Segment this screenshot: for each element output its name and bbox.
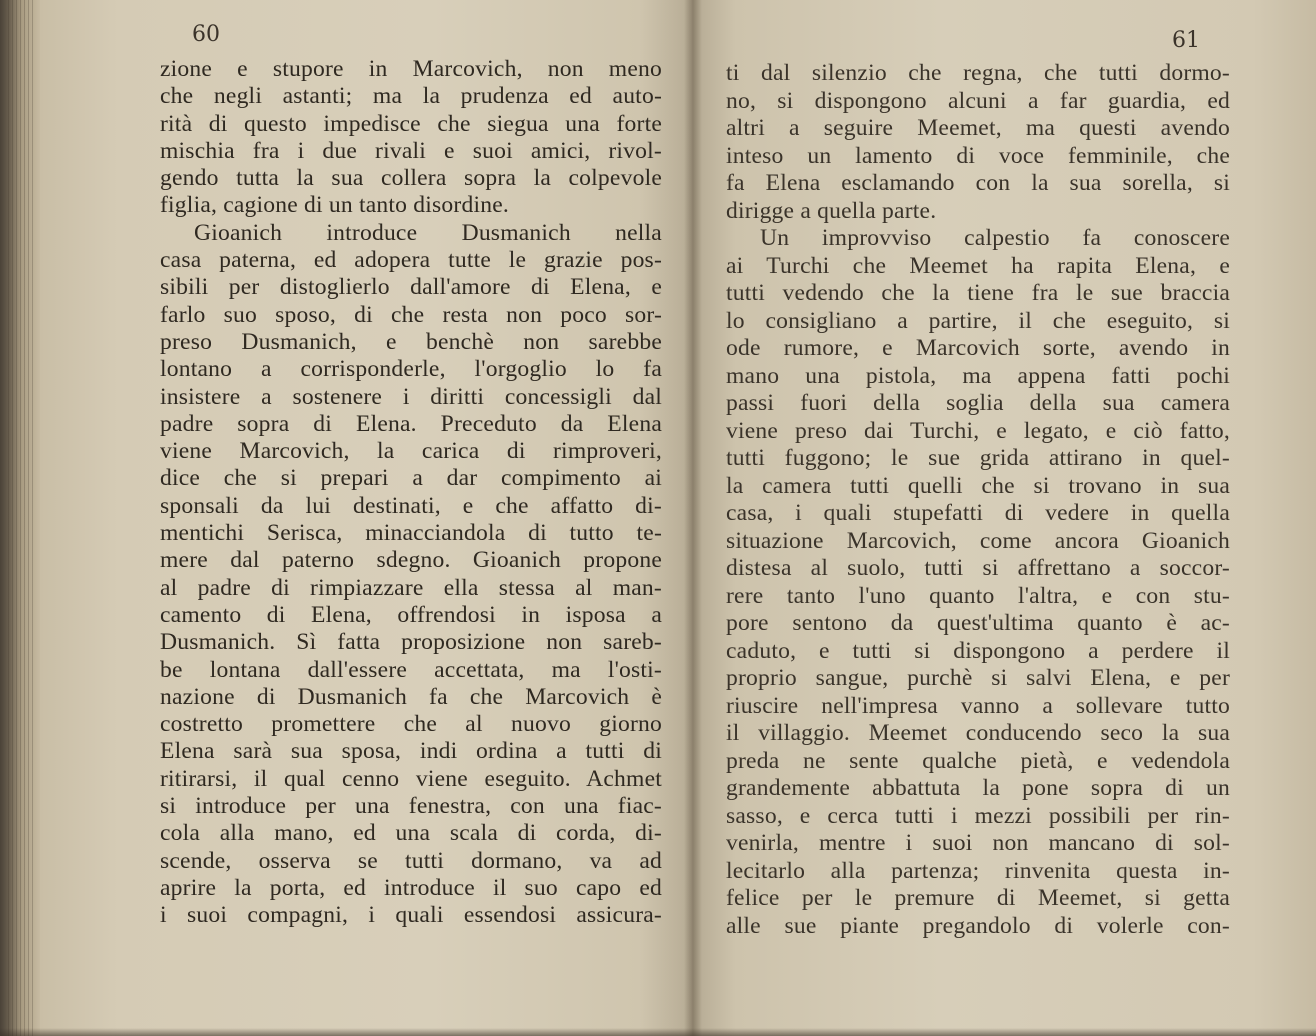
text-line: felice per le premure di Meemet, si getta <box>726 885 1230 911</box>
text-line: ode rumore, e Marcovich sorte, avendo in <box>726 335 1230 361</box>
text-line: tutti vedendo che la tiene fra le sue braccia <box>726 280 1230 306</box>
text-line: Un improvviso calpestio fa conoscere <box>760 225 1230 251</box>
text-line: Gioanich introduce Dusmanich nella <box>194 219 662 246</box>
text-line: altri a seguire Meemet, ma questi avendo <box>726 115 1230 141</box>
text-line: sibili per distoglierlo dall'amore di Elena, e <box>160 274 662 301</box>
text-line: sponsali da lui destinati, e che affatto di- <box>160 492 662 519</box>
text-line: i suoi compagni, i quali essendosi assicura- <box>160 902 662 929</box>
text-line: nazione di Dusmanich fa che Marcovich è <box>160 683 662 710</box>
left-page-text <box>160 56 662 930</box>
text-line: grandemente abbattuta la pone sopra di un <box>726 775 1230 801</box>
text-line: insistere a sostenere i diritti concessigli dal <box>160 383 662 410</box>
text-line: aprire la porta, ed introduce il suo capo ed <box>160 874 662 901</box>
text-line: no, si dispongono alcuni a far guardia, ed <box>726 87 1230 114</box>
text-line: il villaggio. Meemet conducendo seco la sua <box>726 720 1230 746</box>
text-line: casa paterna, ed adopera tutte le grazie pos- <box>160 247 662 274</box>
text-line: sasso, e cerca tutti i mezzi possibili per rin- <box>726 802 1230 829</box>
text-line: farlo suo sposo, di che resta non poco sor- <box>160 301 662 328</box>
text-line: camento di Elena, offrendosi in isposa a <box>160 601 662 628</box>
text-line: pore sentono da quest'ultima quanto è ac- <box>726 610 1230 636</box>
text-line: situazione Marcovich, come ancora Gioanich <box>726 527 1230 554</box>
text-line: che negli astanti; ma la prudenza ed auto- <box>160 83 662 110</box>
text-line: be lontana dall'essere accettata, ma l'osti- <box>160 656 662 683</box>
text-line: distesa al suolo, tutti si affrettano a soccor- <box>726 555 1230 581</box>
text-line: viene Marcovich, la carica di rimproveri, <box>160 438 662 465</box>
text-line: mano una pistola, ma appena fatti pochi <box>726 362 1230 389</box>
text-line: gendo tutta la sua collera sopra la colpevole <box>160 165 662 192</box>
text-line: costretto promettere che al nuovo giorno <box>160 711 662 738</box>
text-line: passi fuori della soglia della sua camera <box>726 390 1230 416</box>
text-line: al padre di rimpiazzare ella stessa al man- <box>160 574 662 601</box>
text-line: inteso un lamento di voce femminile, che <box>726 142 1230 169</box>
text-line: casa, i quali stupefatti di vedere in quella <box>726 500 1230 526</box>
text-line: caduto, e tutti si dispongono a perdere il <box>726 637 1230 664</box>
text-line: mentichi Serisca, minacciandola di tutto te- <box>160 520 662 547</box>
text-line: preda ne sente qualche pietà, e vedendola <box>726 747 1230 774</box>
page-edge-lines <box>8 0 34 1036</box>
text-line: ti dal silenzio che regna, che tutti dormo- <box>726 60 1230 86</box>
text-line: rità di questo impedisce che siegua una forte <box>160 110 662 137</box>
text-line: dice che si prepari a dar compimento ai <box>160 465 662 492</box>
text-line: alle sue piante pregandolo di volerle con- <box>726 912 1230 939</box>
text-line: ai Turchi che Meemet ha rapita Elena, e <box>726 252 1230 279</box>
text-line: zione e stupore in Marcovich, non meno <box>160 56 662 82</box>
text-line: figlia, cagione di un tanto disordine. <box>160 192 509 219</box>
text-line: si introduce per una fenestra, con una fiac- <box>160 793 662 820</box>
text-line: la camera tutti quelli che si trovano in sua <box>726 472 1230 499</box>
text-line: dirigge a quella parte. <box>726 197 937 224</box>
text-line: Dusmanich. Sì fatta proposizione non sareb- <box>160 629 662 656</box>
text-line: lecitarlo alla partenza; rinvenita questa in- <box>726 857 1230 884</box>
left-page-number: 60 <box>192 22 220 47</box>
text-line: lontano a corrisponderle, l'orgoglio lo fa <box>160 356 662 383</box>
right-page-number: 61 <box>1172 28 1200 53</box>
text-line: proprio sangue, purchè si salvi Elena, e per <box>726 665 1230 691</box>
book-gutter <box>684 0 702 1036</box>
text-line: viene preso dai Turchi, e legato, e ciò fatto, <box>726 417 1230 444</box>
text-line: mere dal paterno sdegno. Gioanich propone <box>160 547 662 574</box>
text-line: lo consigliano a partire, il che eseguito, si <box>726 307 1230 334</box>
bottom-edge-shadow <box>0 1028 1316 1036</box>
text-line: preso Dusmanich, e benchè non sarebbe <box>160 328 662 355</box>
text-line: riuscire nell'impresa vanno a sollevare tutto <box>726 692 1230 719</box>
text-line: tutti fuggono; le sue grida attirano in quel- <box>726 445 1230 471</box>
text-line: rere tanto l'uno quanto l'altra, e con stu- <box>726 582 1230 609</box>
text-line: ritirarsi, il qual cenno viene eseguito. Achmet <box>160 765 662 792</box>
text-line: mischia fra i due rivali e suoi amici, rivol- <box>160 137 662 164</box>
text-line: fa Elena esclamando con la sua sorella, si <box>726 170 1230 196</box>
text-line: venirla, mentre i suoi non mancano di sol- <box>726 830 1230 856</box>
right-page-text <box>726 60 1230 940</box>
text-line: scende, osserva se tutti dormano, va ad <box>160 847 662 874</box>
text-line: cola alla mano, ed una scala di corda, di- <box>160 820 662 847</box>
text-line: padre sopra di Elena. Preceduto da Elena <box>160 410 662 437</box>
text-line: Elena sarà sua sposa, indi ordina a tutti di <box>160 738 662 765</box>
